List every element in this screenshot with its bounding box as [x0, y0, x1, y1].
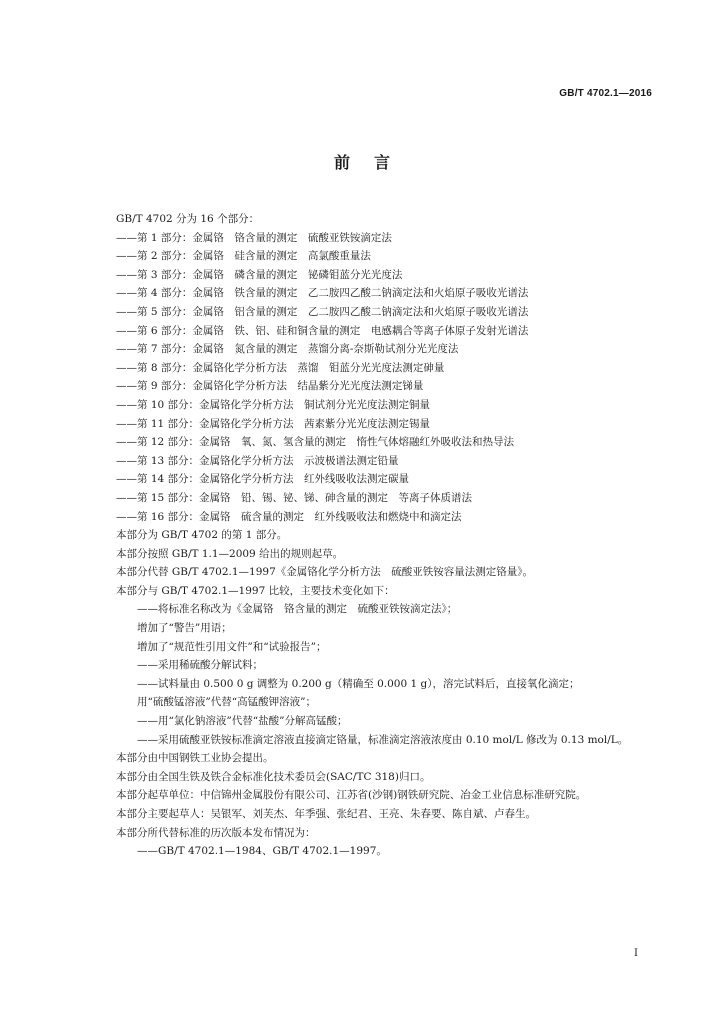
part-list-item	[116, 415, 656, 434]
list-dash: ——	[116, 231, 137, 244]
change-text: 用“氯化钠溶液”代替“盐酸”分解高锰酸；	[158, 715, 348, 728]
list-dash: ——	[137, 677, 158, 690]
change-item	[116, 656, 656, 675]
list-dash: ——	[116, 343, 137, 356]
part-title: 第 16 部分：金属铬 硫含量的测定 红外线吸收法和燃烧中和滴定法	[137, 510, 462, 523]
list-dash: ——	[116, 250, 137, 263]
list-dash: ——	[116, 268, 137, 281]
history-item: ——GB/T 4702.1—1984、GB/T 4702.1—1997。	[137, 845, 387, 858]
change-text: 用“硫酸锰溶液”代替“高锰酸钾溶液”；	[137, 696, 316, 709]
part-list-item	[116, 452, 656, 471]
paragraph: 本部分所代替标准的历次版本发布情况为：	[116, 826, 316, 839]
part-title: 第 2 部分：金属铬 硅含量的测定 高氯酸重量法	[137, 250, 371, 263]
paragraph: 本部分按照 GB/T 1.1—2009 给出的规则起草。	[116, 547, 344, 560]
paragraph: 本部分由全国生铁及铁合金标准化技术委员会(SAC/TC 318)归口。	[116, 770, 431, 783]
list-dash: ——	[116, 361, 137, 374]
part-list-item	[116, 396, 656, 415]
part-list-item	[116, 508, 656, 527]
part-list-item	[116, 247, 656, 266]
list-dash: ——	[137, 659, 158, 672]
part-list-item	[116, 284, 656, 303]
part-title: 第 13 部分：金属铬化学分析方法 示波极谱法测定铅量	[137, 454, 399, 467]
part-title: 第 7 部分：金属铬 氮含量的测定 蒸馏分离-奈斯勒试剂分光光度法	[137, 343, 459, 356]
part-title: 第 1 部分：金属铬 铬含量的测定 硫酸亚铁铵滴定法	[137, 231, 392, 244]
parts-list	[116, 229, 656, 527]
part-title: 第 10 部分：金属铬化学分析方法 铜试剂分光光度法测定铜量	[137, 398, 431, 411]
part-title: 第 6 部分：金属铬 铁、铝、硅和铜含量的测定 电感耦合等离子体原子发射光谱法	[137, 324, 529, 337]
part-title: 第 15 部分：金属铬 铅、锡、铋、锑、砷含量的测定 等离子体质谱法	[137, 491, 473, 504]
list-dash: ——	[116, 398, 137, 411]
list-dash: ——	[116, 436, 137, 449]
list-dash: ——	[137, 603, 158, 616]
page-title: 前言	[333, 153, 414, 172]
change-text: 采用稀硫酸分解试料；	[158, 659, 263, 672]
paragraph: 本部分主要起草人：吴银军、刘芙杰、年季强、张纪君、王亮、朱春要、陈自斌、卢春生。	[116, 808, 536, 820]
list-dash: ——	[116, 287, 137, 300]
list-dash: ——	[116, 380, 137, 393]
part-list-item	[116, 377, 656, 396]
list-dash: ——	[137, 715, 158, 728]
part-list-item	[116, 470, 656, 489]
part-title: 第 11 部分：金属铬化学分析方法 茜素紫分光光度法测定锡量	[137, 417, 431, 430]
paragraph: 本部分为 GB/T 4702 的第 1 部分。	[116, 529, 288, 542]
list-dash: ——	[116, 305, 137, 318]
paragraph: 本部分由中国钢铁工业协会提出。	[116, 752, 274, 765]
part-list-item	[116, 266, 656, 285]
change-item	[116, 638, 656, 657]
change-item	[116, 675, 656, 694]
change-text: 试料量由 0.500 0 g 调整为 0.200 g（精确至 0.000 1 g），溶完试料后，直接氧化滴定；	[158, 677, 580, 690]
part-title: 第 5 部分：金属铬 铝含量的测定 乙二胺四乙酸二钠滴定法和火焰原子吸收光谱法	[137, 305, 529, 318]
list-dash: ——	[116, 324, 137, 337]
change-item	[116, 693, 656, 712]
document-body	[116, 210, 656, 861]
part-title: 第 9 部分：金属铬化学分析方法 结晶紫分光光度法测定锑量	[137, 380, 424, 393]
intro-paragraph: GB/T 4702 分为 16 个部分：	[116, 213, 260, 225]
standard-code: GB/T 4702.1—2016	[559, 88, 652, 99]
change-text: 增加了“规范性引用文件”和“试验报告”；	[137, 640, 327, 653]
part-list-item	[116, 433, 656, 452]
part-title: 第 8 部分：金属铬化学分析方法 蒸馏 钼蓝分光光度法测定砷量	[137, 361, 445, 374]
part-title: 第 12 部分：金属铬 氧、氮、氢含量的测定 惰性气体熔融红外吸收法和热导法	[137, 436, 515, 449]
change-text: 将标准名称改为《金属铬 铬含量的测定 硫酸亚铁铵滴定法》；	[158, 603, 458, 616]
paragraph: 本部分代替 GB/T 4702.1—1997《金属铬化学分析方法 硫酸亚铁铵容量法测定铬量》。	[116, 566, 534, 579]
change-item: ——采用硫酸亚铁铵标准滴定溶液直接滴定铬量，标准滴定溶液浓度由 0.10 mol/L 修改为 0.13 mol/L。	[137, 733, 629, 746]
part-list-item	[116, 303, 656, 322]
changes-list	[116, 600, 656, 730]
part-title: 第 4 部分：金属铬 铁含量的测定 乙二胺四乙酸二钠滴定法和火焰原子吸收光谱法	[137, 287, 529, 300]
paragraph: 本部分与 GB/T 4702.1—1997 比较，主要技术变化如下：	[116, 584, 395, 597]
part-list-item	[116, 489, 656, 508]
list-dash: ——	[116, 491, 137, 504]
change-item	[116, 600, 656, 619]
list-dash: ——	[116, 454, 137, 467]
change-text: 增加了“警告”用语；	[137, 622, 232, 635]
part-title: 第 3 部分：金属铬 磷含量的测定 铋磷钼蓝分光光度法	[137, 268, 403, 281]
page-number: I	[634, 948, 638, 959]
change-item	[116, 619, 656, 638]
part-list-item	[116, 229, 656, 248]
list-dash: ——	[116, 417, 137, 430]
part-list-item	[116, 359, 656, 378]
part-list-item	[116, 322, 656, 341]
list-dash: ——	[116, 510, 137, 523]
part-title: 第 14 部分：金属铬化学分析方法 红外线吸收法测定碳量	[137, 473, 410, 486]
list-dash: ——	[116, 473, 137, 486]
change-item	[116, 712, 656, 731]
paragraph: 本部分起草单位：中信锦州金属股份有限公司、江苏省(沙钢)钢铁研究院、冶金工业信息标准研究院。	[116, 789, 587, 802]
part-list-item	[116, 340, 656, 359]
